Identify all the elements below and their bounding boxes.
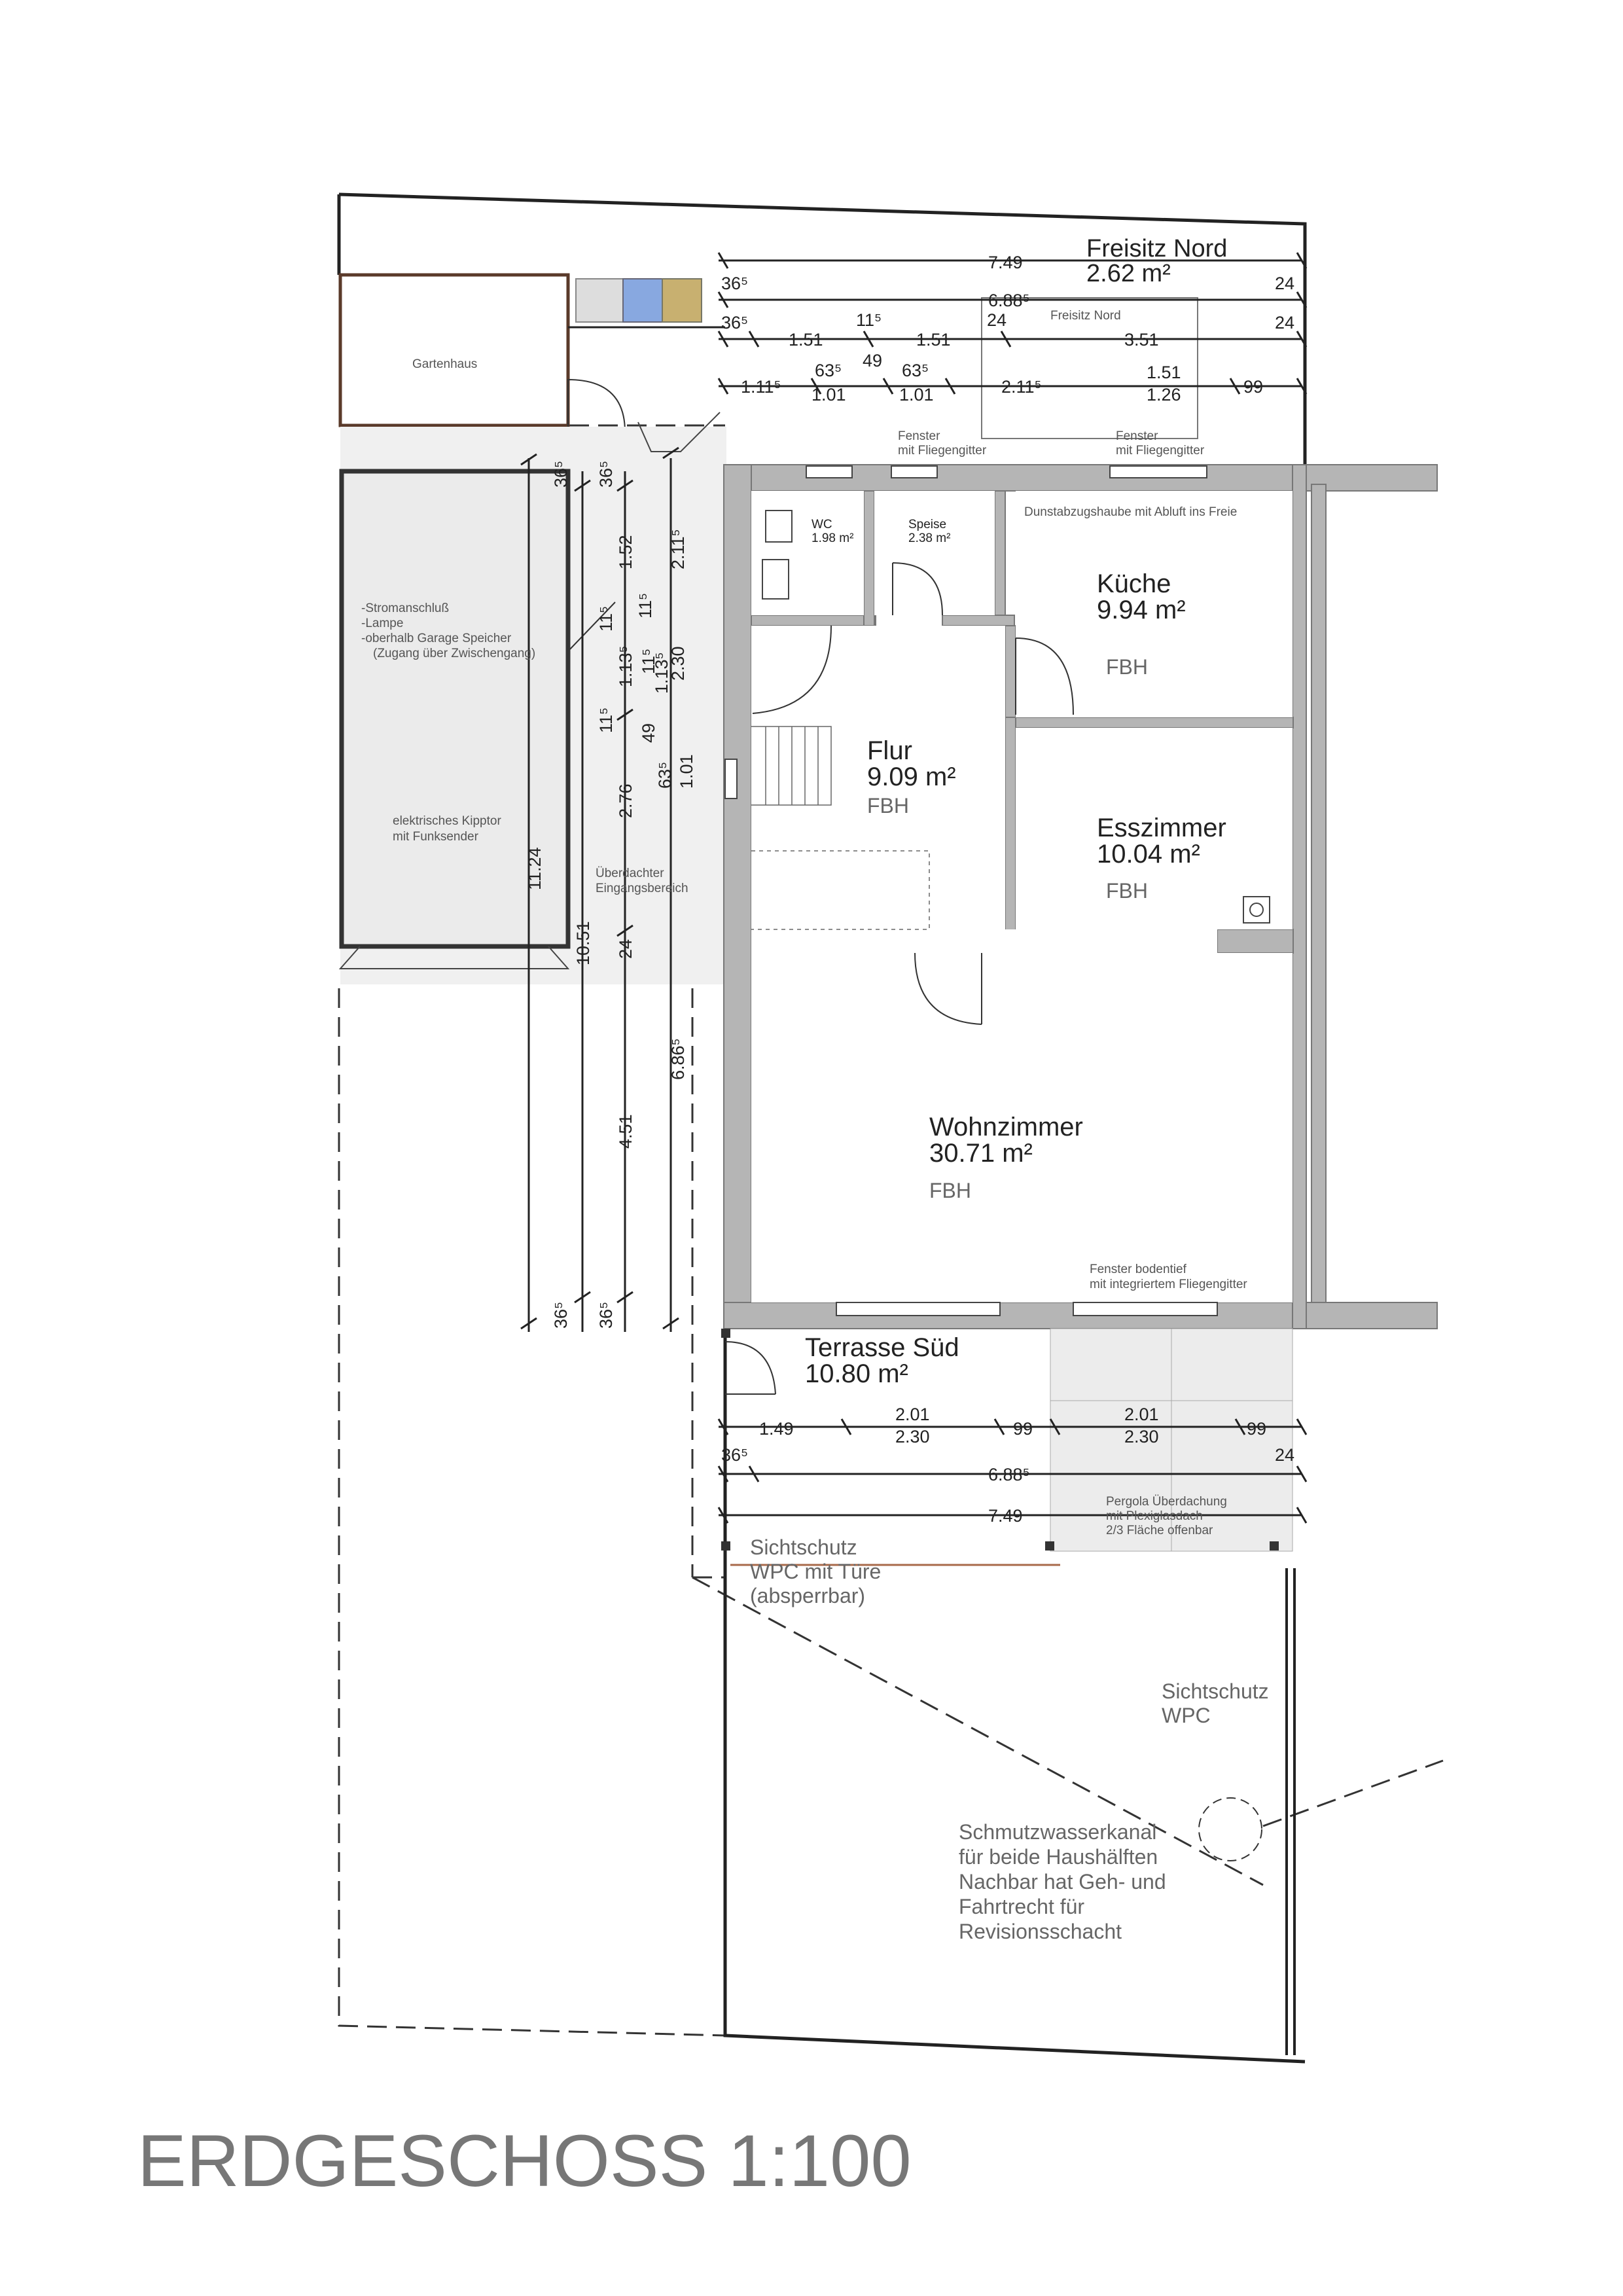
svg-text:mit integriertem Fliegengitter: mit integriertem Fliegengitter bbox=[1090, 1278, 1247, 1291]
dim-label: 2.01 bbox=[1124, 1405, 1159, 1424]
dim-label: 36⁵ bbox=[721, 313, 749, 332]
dim-label: 36⁵ bbox=[596, 1301, 616, 1329]
wc-name: WC bbox=[812, 518, 832, 531]
dim-label: 24 bbox=[616, 939, 635, 959]
dim-label: 49 bbox=[639, 723, 658, 743]
garage bbox=[340, 412, 726, 984]
svg-text:-oberhalb Garage Speicher: -oberhalb Garage Speicher bbox=[361, 632, 512, 645]
svg-text:-Stromanschluß: -Stromanschluß bbox=[361, 601, 450, 615]
dim-label: 24 bbox=[987, 310, 1007, 330]
svg-text:WPC: WPC bbox=[1162, 1704, 1211, 1727]
chimney-icon bbox=[1243, 897, 1270, 923]
dim-label: 11⁵ bbox=[639, 648, 658, 674]
dim-label: 24 bbox=[1275, 313, 1295, 332]
terrasse-name: Terrasse Süd bbox=[805, 1333, 959, 1362]
speise-area: 2.38 m² bbox=[908, 531, 951, 545]
dim-label: 2.30 bbox=[668, 646, 688, 681]
dim-label: 99 bbox=[1247, 1419, 1267, 1439]
svg-text:Sichtschutz: Sichtschutz bbox=[1162, 1679, 1269, 1703]
sichtschutz-wall bbox=[1287, 1568, 1294, 2055]
svg-text:Überdachter: Überdachter bbox=[596, 867, 664, 880]
dim-label: 36⁵ bbox=[551, 460, 571, 488]
svg-text:Sichtschutz: Sichtschutz bbox=[750, 1535, 857, 1559]
freisitz-nord-area: 2.62 m² bbox=[1086, 260, 1171, 287]
sichtschutz-tuer-note bbox=[750, 1535, 881, 1607]
wc-area: 1.98 m² bbox=[812, 531, 854, 545]
dim-label: 11⁵ bbox=[596, 707, 616, 733]
svg-text:Eingangsbereich: Eingangsbereich bbox=[596, 882, 688, 895]
svg-text:mit Fliegengitter: mit Fliegengitter bbox=[1116, 444, 1205, 457]
freisitz-nord-label: Freisitz Nord bbox=[1050, 309, 1121, 323]
kueche-name: Küche bbox=[1097, 569, 1171, 598]
svg-text:WPC mit Türe: WPC mit Türe bbox=[750, 1560, 882, 1583]
svg-text:Revisionsschacht: Revisionsschacht bbox=[959, 1920, 1122, 1943]
dim-label: 2.76 bbox=[616, 783, 635, 818]
dim-label: 7.49 bbox=[988, 1506, 1023, 1526]
fenster-nord-1-note bbox=[898, 429, 987, 457]
flur-floor: FBH bbox=[867, 794, 909, 817]
dim-label: 99 bbox=[1243, 377, 1264, 397]
svg-text:mit Fliegengitter: mit Fliegengitter bbox=[898, 444, 987, 457]
svg-text:(Zugang über Zwischengang): (Zugang über Zwischengang) bbox=[373, 647, 536, 660]
bins-icon bbox=[568, 279, 725, 327]
sichtschutz-wpc-note bbox=[1162, 1679, 1269, 1727]
svg-text:Fenster: Fenster bbox=[898, 429, 940, 443]
dim-label: 1.13⁵ bbox=[652, 652, 671, 694]
dim-label: 24 bbox=[1275, 1445, 1295, 1465]
dim-label: 1.01 bbox=[677, 754, 696, 789]
dim-label: 2.11⁵ bbox=[1001, 377, 1042, 397]
svg-text:mit Funksender: mit Funksender bbox=[393, 830, 478, 844]
dim-label: 11⁵ bbox=[856, 310, 882, 330]
dim-label: 1.49 bbox=[759, 1419, 794, 1439]
dim-label: 36⁵ bbox=[551, 1301, 571, 1329]
svg-text:für beide Haushälften: für beide Haushälften bbox=[959, 1845, 1158, 1869]
svg-text:Fenster bodentief: Fenster bodentief bbox=[1090, 1263, 1186, 1276]
dim-label: 2.30 bbox=[1124, 1427, 1159, 1446]
dim-label: 1.51 bbox=[1147, 363, 1181, 382]
speise-name: Speise bbox=[908, 518, 947, 531]
title: ERDGESCHOSS 1:100 bbox=[137, 2120, 912, 2202]
kueche-floor: FBH bbox=[1106, 655, 1148, 679]
dim-label: 1.51 bbox=[789, 330, 823, 350]
dim-label: 11.24 bbox=[525, 847, 544, 890]
terrasse-area: 10.80 m² bbox=[805, 1359, 908, 1388]
dim-label: 36⁵ bbox=[721, 1445, 749, 1465]
dim-label: 24 bbox=[1275, 274, 1295, 293]
dim-label: 11⁵ bbox=[596, 605, 616, 632]
svg-text:-Lampe: -Lampe bbox=[361, 617, 404, 630]
esszimmer-area: 10.04 m² bbox=[1097, 840, 1200, 869]
kueche-area: 9.94 m² bbox=[1097, 596, 1186, 624]
room-interiors bbox=[751, 491, 1293, 1302]
dim-label: 63⁵ bbox=[815, 361, 842, 380]
dim-label: 36⁵ bbox=[596, 460, 616, 488]
dim-label: 10.51 bbox=[573, 921, 593, 965]
dim-label: 63⁵ bbox=[655, 761, 675, 789]
dim-label: 1.01 bbox=[812, 385, 846, 404]
dim-label: 11⁵ bbox=[635, 592, 655, 619]
dim-label: 1.11⁵ bbox=[741, 377, 781, 397]
svg-text:Fenster: Fenster bbox=[1116, 429, 1158, 443]
dim-label: 6.86⁵ bbox=[668, 1038, 688, 1080]
svg-text:Nachbar hat Geh- und: Nachbar hat Geh- und bbox=[959, 1870, 1166, 1893]
esszimmer-floor: FBH bbox=[1106, 879, 1148, 903]
dim-label: 49 bbox=[863, 351, 883, 370]
fenster-nord-2-note bbox=[1116, 429, 1205, 457]
wohnzimmer-area: 30.71 m² bbox=[929, 1139, 1033, 1168]
freisitz-nord-name: Freisitz Nord bbox=[1086, 235, 1228, 262]
manhole-icon bbox=[1199, 1798, 1262, 1861]
dim-label: 2.01 bbox=[895, 1405, 930, 1424]
dim-label: 1.01 bbox=[899, 385, 934, 404]
svg-text:mit Plexiglasdach: mit Plexiglasdach bbox=[1106, 1509, 1203, 1523]
dim-label: 7.49 bbox=[988, 253, 1023, 272]
dim-label: 6.88⁵ bbox=[988, 1465, 1030, 1484]
dim-label: 1.51 bbox=[916, 330, 951, 350]
flur-name: Flur bbox=[867, 736, 912, 765]
svg-text:Pergola Überdachung: Pergola Überdachung bbox=[1106, 1495, 1227, 1509]
dim-label: 1.13⁵ bbox=[616, 645, 635, 687]
esszimmer-name: Esszimmer bbox=[1097, 814, 1226, 842]
svg-text:Schmutzwasserkanal: Schmutzwasserkanal bbox=[959, 1820, 1157, 1844]
dim-label: 6.88⁵ bbox=[988, 291, 1030, 310]
svg-text:elektrisches Kipptor: elektrisches Kipptor bbox=[393, 814, 501, 828]
dim-label: 4.51 bbox=[616, 1114, 635, 1149]
gartenhaus-label: Gartenhaus bbox=[412, 357, 478, 371]
wohnzimmer-name: Wohnzimmer bbox=[929, 1113, 1083, 1141]
dim-label: 99 bbox=[1013, 1419, 1033, 1439]
dim-label: 3.51 bbox=[1124, 330, 1159, 350]
kueche-note: Dunstabzugshaube mit Abluft ins Freie bbox=[1024, 505, 1238, 519]
wohnzimmer-floor: FBH bbox=[929, 1179, 971, 1202]
kanal-note bbox=[959, 1820, 1166, 1943]
dimensions-top bbox=[721, 253, 1294, 404]
dim-label: 63⁵ bbox=[902, 361, 929, 380]
dim-label: 1.52 bbox=[616, 535, 635, 569]
svg-text:Fahrtrecht für: Fahrtrecht für bbox=[959, 1895, 1085, 1918]
dim-label: 1.26 bbox=[1147, 385, 1181, 404]
dim-label: 2.11⁵ bbox=[668, 529, 688, 569]
svg-text:2/3 Fläche offenbar: 2/3 Fläche offenbar bbox=[1106, 1524, 1213, 1537]
dim-label: 2.30 bbox=[895, 1427, 930, 1446]
flur-area: 9.09 m² bbox=[867, 762, 956, 791]
dim-label: 36⁵ bbox=[721, 274, 749, 293]
svg-text:(absperrbar): (absperrbar) bbox=[750, 1584, 866, 1607]
